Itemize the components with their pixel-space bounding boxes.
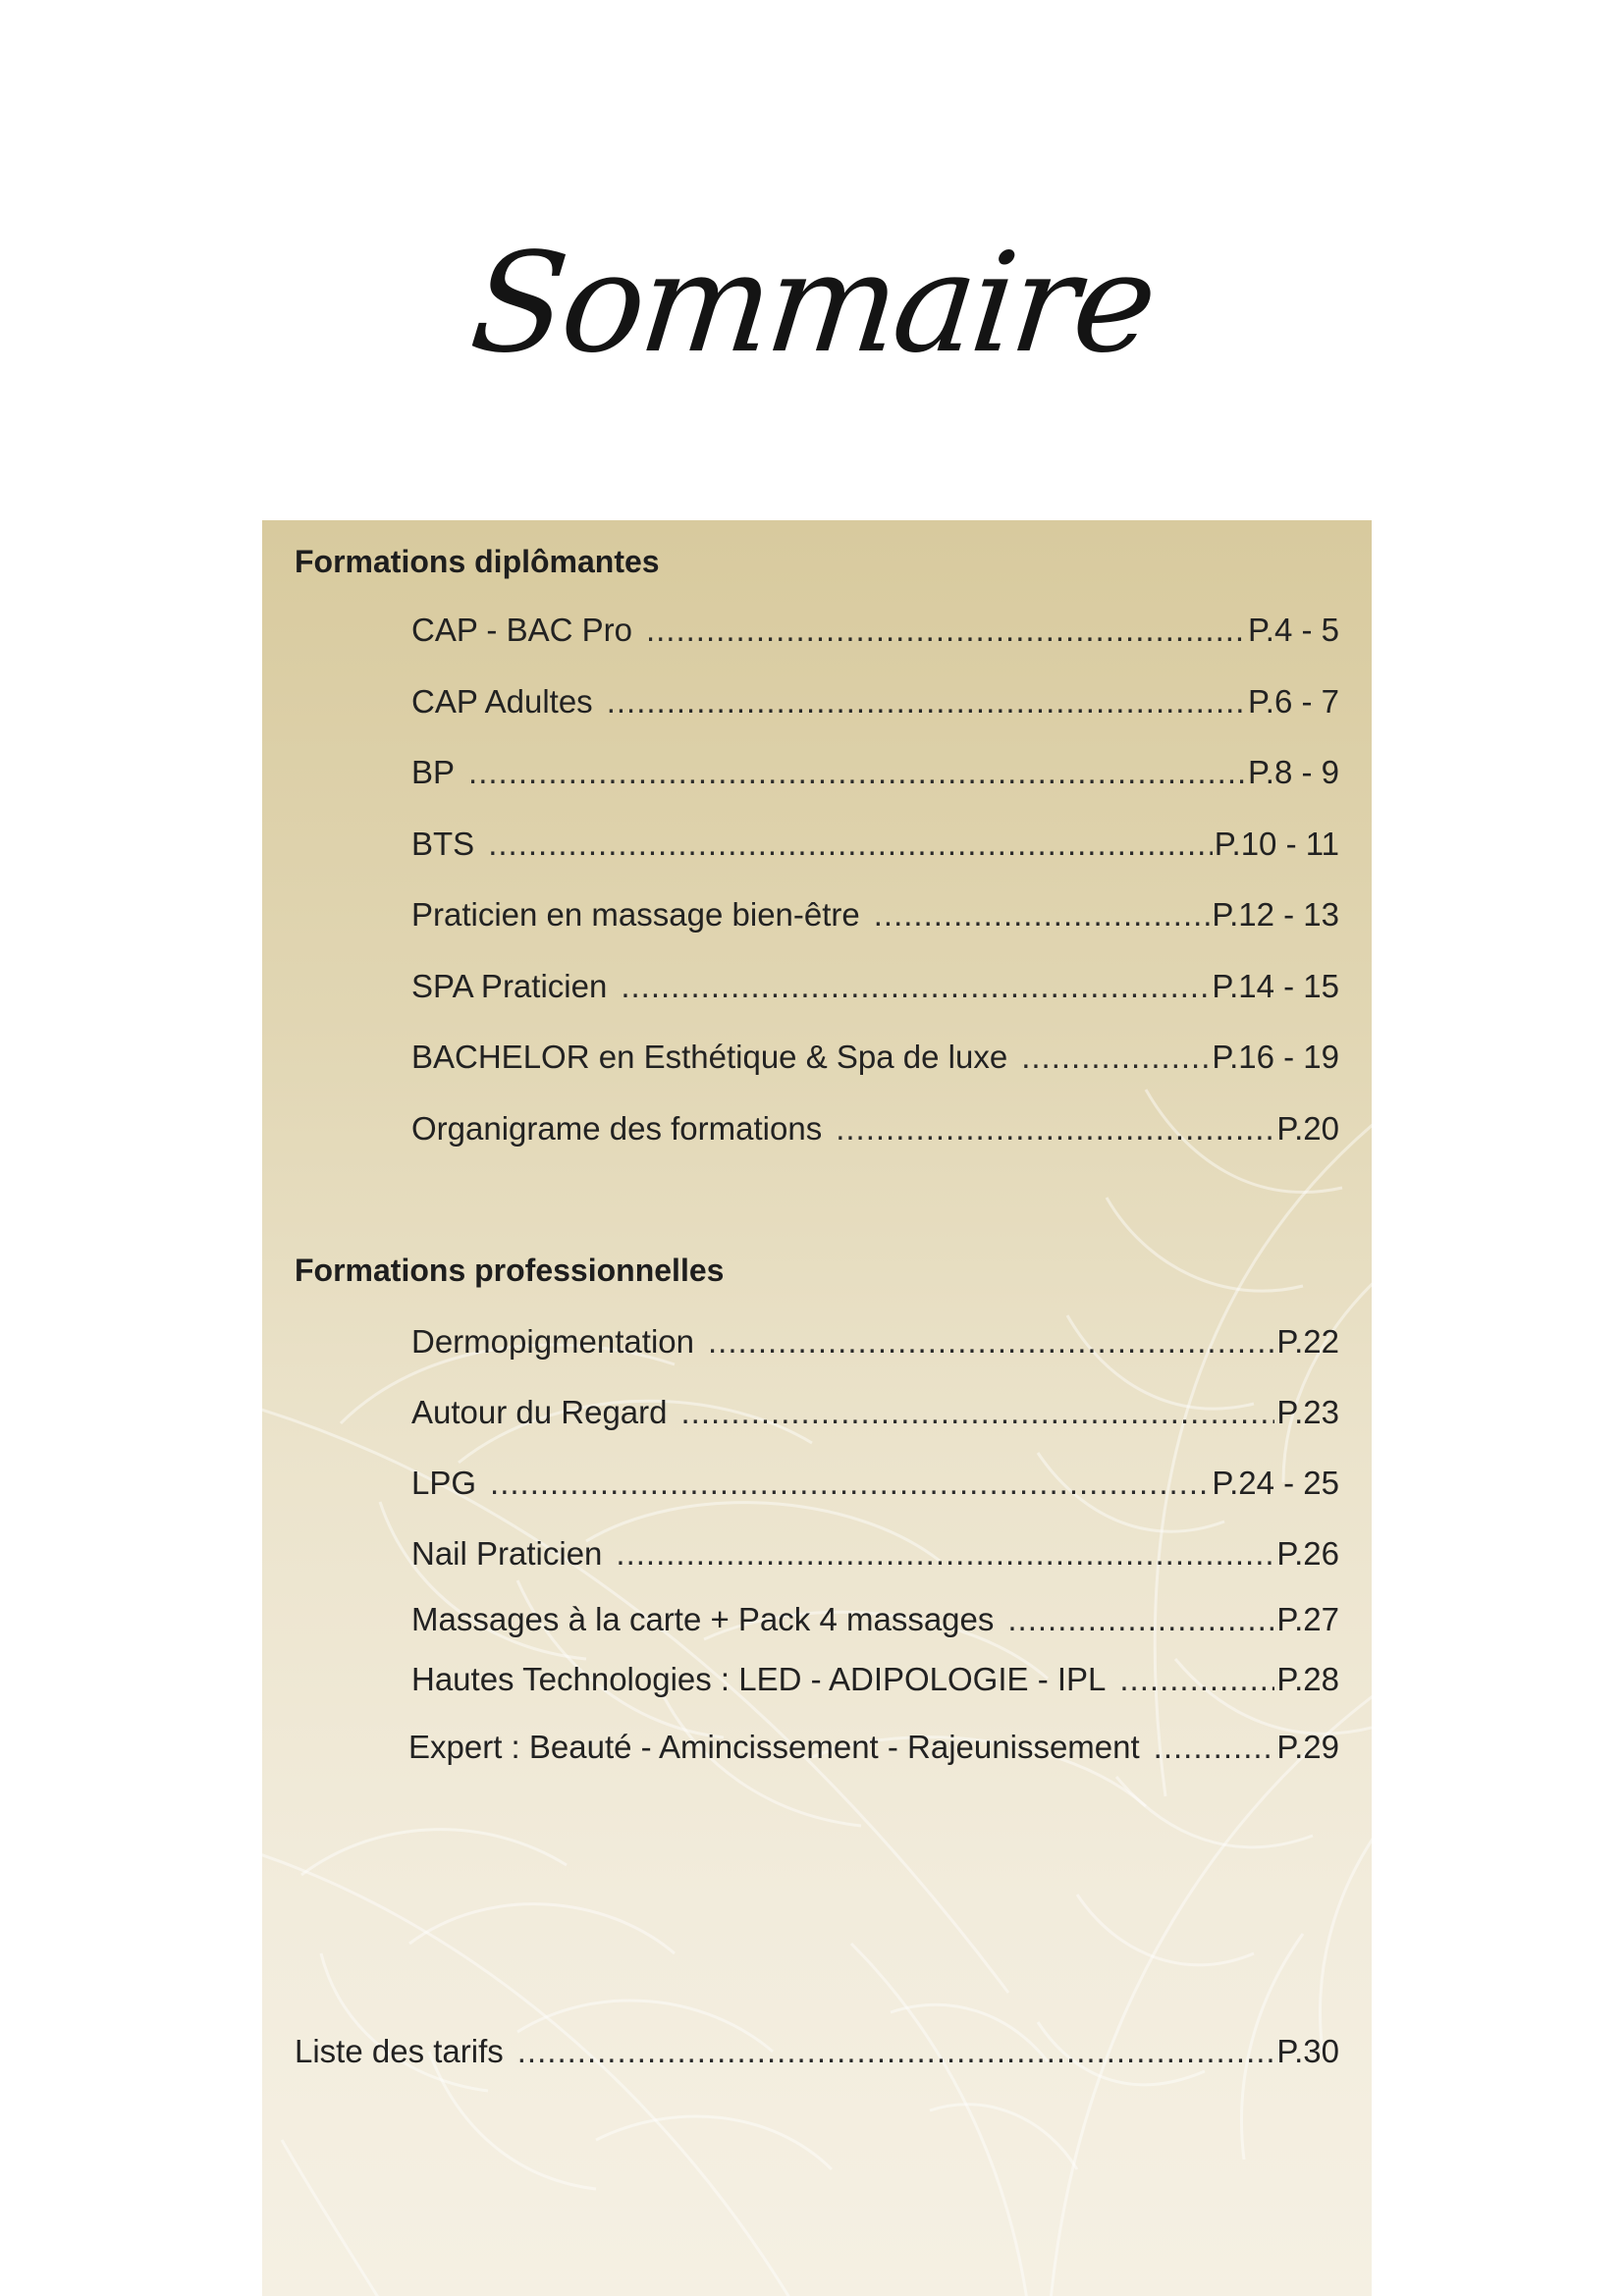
- toc-entry-page: P.26: [1276, 1535, 1339, 1572]
- toc-entry[interactable]: [408, 1726, 1339, 1769]
- toc-entry-tarifs[interactable]: [295, 2030, 1339, 2073]
- toc-entry-page: P.4 - 5: [1248, 612, 1339, 648]
- toc-entry-page: P.23: [1276, 1394, 1339, 1430]
- toc-entry[interactable]: [411, 1598, 1339, 1641]
- toc-entry-page: P.10 - 11: [1214, 826, 1339, 862]
- toc-entry-page: P.12 - 13: [1212, 896, 1339, 933]
- toc-entry-page: P.22: [1276, 1323, 1339, 1360]
- toc-entry-label: Nail Praticien: [411, 1535, 603, 1572]
- toc-entry-page: P.8 - 9: [1248, 754, 1339, 790]
- dot-leader: [874, 893, 1211, 936]
- toc-entry-label: CAP Adultes: [411, 683, 593, 720]
- toc-entry[interactable]: [411, 1036, 1339, 1079]
- toc-entry-label: BP: [411, 754, 456, 790]
- dot-leader: [468, 751, 1246, 794]
- table-of-contents: [262, 520, 1372, 2296]
- toc-entry[interactable]: [411, 965, 1339, 1008]
- dot-leader: [681, 1391, 1275, 1434]
- toc-entry-label: Praticien en massage bien-être: [411, 896, 860, 933]
- toc-entry[interactable]: [411, 893, 1339, 936]
- section-heading: Formations diplômantes: [295, 544, 660, 579]
- toc-entry-label: BACHELOR en Esthétique & Spa de luxe: [411, 1039, 1008, 1075]
- toc-entry-page: P.27: [1276, 1601, 1339, 1637]
- dot-leader: [490, 1462, 1210, 1505]
- toc-entry[interactable]: [411, 1532, 1339, 1575]
- toc-entry-page: P.24 - 25: [1212, 1465, 1339, 1501]
- toc-entry-label: Expert : Beauté - Amincissement - Rajeunissement: [408, 1729, 1140, 1765]
- dot-leader: [488, 823, 1213, 866]
- toc-entry-page: P.30: [1276, 2033, 1339, 2069]
- toc-entry-label: SPA Praticien: [411, 968, 608, 1004]
- dot-leader: [646, 609, 1246, 652]
- dot-leader: [517, 2030, 1275, 2073]
- dot-leader: [1007, 1598, 1274, 1641]
- dot-leader: [607, 680, 1246, 723]
- toc-entry-label: LPG: [411, 1465, 477, 1501]
- toc-entry-page: P.20: [1276, 1110, 1339, 1147]
- toc-entry[interactable]: [411, 1320, 1339, 1363]
- toc-entry[interactable]: [411, 609, 1339, 652]
- dot-leader: [836, 1107, 1274, 1150]
- toc-entry-label: Massages à la carte + Pack 4 massages: [411, 1601, 995, 1637]
- toc-entry[interactable]: [411, 1658, 1339, 1701]
- dot-leader: [621, 965, 1210, 1008]
- dot-leader: [616, 1532, 1274, 1575]
- section-heading: Formations professionnelles: [295, 1253, 725, 1288]
- dot-leader: [1119, 1658, 1274, 1701]
- toc-entry[interactable]: [411, 1462, 1339, 1505]
- toc-entry[interactable]: [411, 751, 1339, 794]
- toc-entry-page: P.29: [1276, 1729, 1339, 1765]
- toc-entry-page: P.14 - 15: [1212, 968, 1339, 1004]
- toc-entry[interactable]: [411, 1107, 1339, 1150]
- toc-entry-page: P.6 - 7: [1248, 683, 1339, 720]
- toc-entry-label: Autour du Regard: [411, 1394, 668, 1430]
- toc-entry-label: Hautes Technologies : LED - ADIPOLOGIE - IPL: [411, 1661, 1107, 1697]
- toc-entry-label: CAP - BAC Pro: [411, 612, 632, 648]
- toc-entry-label: Dermopigmentation: [411, 1323, 694, 1360]
- toc-entry[interactable]: [411, 823, 1339, 866]
- toc-entry-page: P.16 - 19: [1212, 1039, 1339, 1075]
- toc-entry[interactable]: [411, 680, 1339, 723]
- dot-leader: [1021, 1036, 1210, 1079]
- toc-entry-page: P.28: [1276, 1661, 1339, 1697]
- dot-leader: [708, 1320, 1274, 1363]
- contents-panel: [262, 520, 1372, 2296]
- toc-entry[interactable]: [411, 1391, 1339, 1434]
- dot-leader: [1154, 1726, 1275, 1769]
- toc-entry-label: Organigrame des formations: [411, 1110, 823, 1147]
- toc-entry-label: Liste des tarifs: [295, 2033, 504, 2069]
- toc-entry-label: BTS: [411, 826, 475, 862]
- page-title: Sommaire: [463, 224, 1161, 384]
